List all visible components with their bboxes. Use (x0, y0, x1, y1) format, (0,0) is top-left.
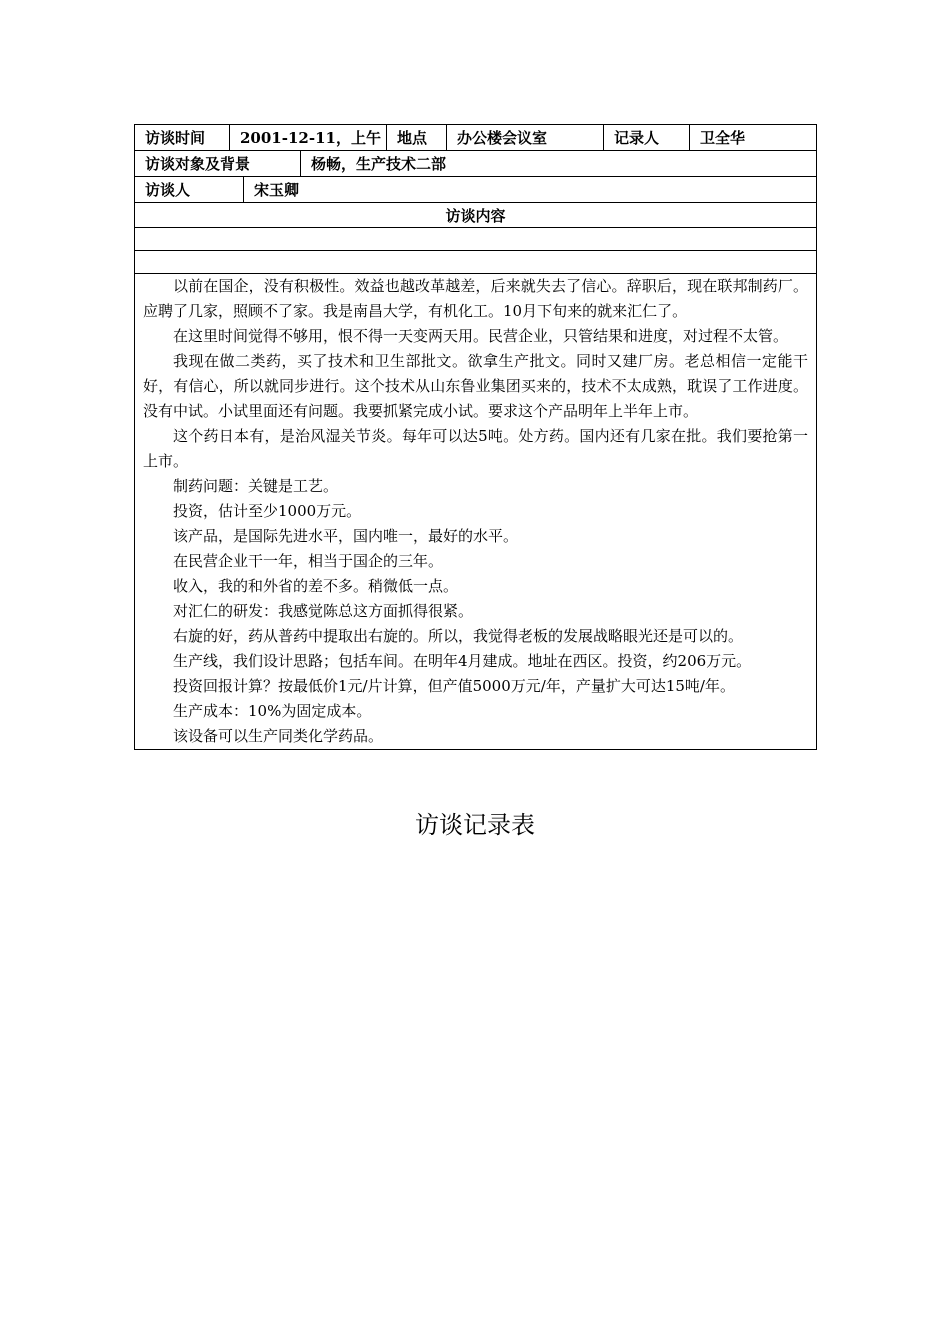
content-heading-row (135, 203, 816, 228)
place-value: 办公楼会议室 (447, 125, 604, 150)
content-paragraph: 以前在国企，没有积极性。效益也越改革越差，后来就失去了信心。辞职后，现在联邦制药厂。应聘了几家，照顾不了家。我是南昌大学，有机化工。10月下旬来的就来汇仁了。 (143, 277, 808, 320)
content-paragraph: 投资回报计算？按最低价1元/片计算，但产值5000万元/年，产量扩大可达15吨/年。 (173, 677, 735, 695)
time-value: 2001-12-11，上午 (230, 125, 387, 150)
table-caption: 访谈记录表 (415, 811, 535, 839)
content-paragraph: 收入，我的和外省的差不多。稍微低一点。 (173, 577, 459, 595)
info-row-3 (135, 177, 816, 203)
info-row-1 (135, 125, 816, 151)
interviewer-label: 访谈人 (135, 177, 244, 202)
content-paragraph: 制药问题：关键是工艺。 (173, 477, 339, 495)
content-paragraph: 我现在做二类药，买了技术和卫生部批文。欲拿生产批文。同时又建厂房。老总相信一定能干好，有信心，所以就同步进行。这个技术从山东鲁业集团买来的，技术不太成熟，耽误了工作进度。没有中试。小试里面还有问题。我要抓紧完成小试。要求这个产品明年上半年上市。 (143, 352, 808, 420)
interview-content (135, 274, 816, 749)
content-paragraph: 在这里时间觉得不够用，恨不得一天变两天用。民营企业，只管结果和进度，对过程不太管。 (173, 327, 789, 345)
info-row-2 (135, 151, 816, 177)
empty-row-2 (135, 251, 816, 274)
empty-row-1 (135, 228, 816, 251)
content-paragraph: 该设备可以生产同类化学药品。 (173, 727, 384, 745)
content-heading: 访谈内容 (445, 206, 506, 225)
interviewer-value: 宋玉卿 (254, 181, 300, 199)
recorder-label: 记录人 (604, 125, 690, 150)
interview-record-table (134, 124, 817, 750)
content-paragraph: 投资，估计至少1000万元。 (173, 502, 362, 520)
recorder-value: 卫全华 (700, 129, 746, 147)
subject-label: 访谈对象及背景 (135, 151, 301, 176)
content-paragraph: 在民营企业干一年，相当于国企的三年。 (173, 552, 444, 570)
time-label: 访谈时间 (135, 125, 230, 150)
place-label: 地点 (387, 125, 447, 150)
content-paragraph: 该产品，是国际先进水平，国内唯一，最好的水平。 (173, 527, 519, 545)
content-paragraph: 这个药日本有，是治风湿关节炎。每年可以达5吨。处方药。国内还有几家在批。我们要抢第一上市。 (143, 427, 808, 470)
content-paragraph: 右旋的好，药从普药中提取出右旋的。所以，我觉得老板的发展战略眼光还是可以的。 (173, 627, 744, 645)
content-paragraph: 对汇仁的研发：我感觉陈总这方面抓得很紧。 (173, 602, 474, 620)
content-paragraph: 生产线，我们设计思路；包括车间。在明年4月建成。地址在西区。投资，约206万元。 (173, 652, 752, 670)
content-paragraph: 生产成本：10%为固定成本。 (173, 702, 372, 720)
subject-value: 杨畅，生产技术二部 (311, 155, 447, 173)
